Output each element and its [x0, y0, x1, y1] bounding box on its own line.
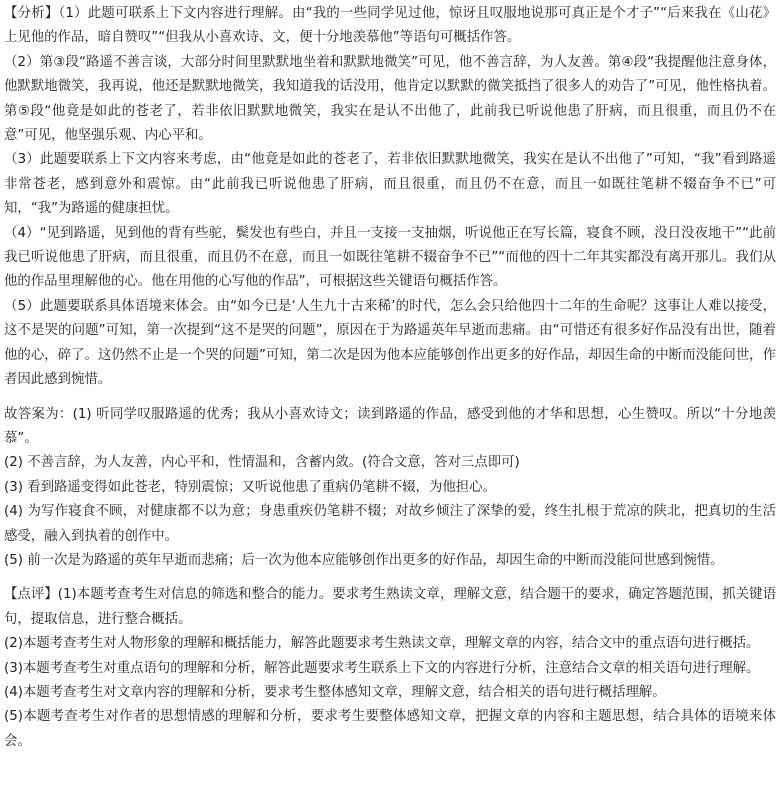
- comment-4: (4)本题考查考生对文章内容的理解和分析，要求考生整体感知文章，理解文意，结合相关的语句进行概括理解。: [4, 684, 666, 700]
- comment-1: 【点评】(1)本题考查考生对信息的筛选和整合的能力。要求考生熟读文章，理解文意，结合题干的要求，确定答题范围，抓关键语句，提取信息，进行整合概括。: [4, 587, 776, 627]
- answer-3: (3) 看到路遥变得如此苍老，特别震惊；又听说他患了重病仍笔耕不辍，为他担心。: [4, 479, 496, 495]
- answers-section: [4, 403, 776, 574]
- section-gap: [4, 393, 776, 403]
- comment-2: (2)本题考查考生对人物形象的理解和概括能力，解答此题要求考生熟读文章，理解文章的内容，结合文中的重点语句进行概括。: [4, 636, 760, 652]
- analysis-paragraph-5: （5）此题要联系具体语境来体会。由“如今已是‘人生九十古来稀’的时代，怎么会只给他四十二年的生命呢？这事让人难以接受，这不是哭的问题”可知，第一次提到“这不是哭的问题”，原因在于为路遥英年早逝而悲痛。由“可惜还有很多好作品没有出世，随着他的心，碎了。这仍然不止是一个哭的问题”可知，第二次是因为他本应能够创作出更多的好作品，却因生命的中断而没能问世，作者因此感到惋惜。: [4, 298, 776, 388]
- analysis-paragraph-2: （2）第③段“路遥不善言谈，大部分时间里默默地坐着和默默地微笑”可见，他不善言辞，为人友善。第④段“我提醒他注意身体，他默默地微笑，我再说，他还是默默地微笑，我知道我的话没用，他肯定以默默的微笑抵挡了很多人的劝告了”可见，他性格执着。第⑤段“他竟是如此的苍老了，若非依旧默默地微笑，我实在是认不出他了，此前我已听说他患了肝病，而且很重，而且仍不在意”可见，他坚强乐观、内心平和。: [4, 54, 776, 144]
- answer-5: (5) 前一次是为路遥的英年早逝而悲痛；后一次为他本应能够创作出更多的好作品，却因生命的中断而没能问世感到惋惜。: [4, 552, 724, 568]
- comment-3: (3)本题考查考生对重点语句的理解和分析，解答此题要求考生联系上下文的内容进行分析，注意结合文章的相关语句进行理解。: [4, 660, 760, 676]
- analysis-section: [4, 2, 776, 393]
- analysis-paragraph-4: （4）“见到路遥，见到他的背有些驼，鬓发也有些白，并且一支接一支抽烟，听说他正在写长篇，寝食不顾，没日没夜地干”“此前我已听说他患了肝病，而且很重，而且仍不在意，而且一如既往笔耕不辍奋争不已”“而他的四十二年其实都没有离开那儿。我们从他的作品里理解他的心。他在用他的心写他的作品”，可根据这些关键语句概括作答。: [4, 225, 776, 290]
- answer-2: (2) 不善言辞，为人友善，内心平和，性情温和，含蓄内敛。(符合文意，答对三点即可): [4, 455, 520, 471]
- comment-5: (5)本题考查考生对作者的思想情感的理解和分析，要求考生要整体感知文章，把握文章的内容和主题思想，结合具体的语境来体会。: [4, 709, 776, 749]
- section-gap: [4, 573, 776, 583]
- answer-4: (4) 为写作寝食不顾，对健康都不以为意；身患重疾仍笔耕不辍；对故乡倾注了深挚的爱，终生扎根于荒凉的陕北，把真切的生活感受，融入到执着的创作中。: [4, 504, 776, 544]
- answer-intro: 故答案为：(1) 听同学叹服路遥的优秀；我从小喜欢诗文；读到路遥的作品，感受到他的才华和思想，心生赞叹。所以“十分地羡慕”。: [4, 406, 776, 446]
- analysis-paragraph-3: （3）此题要联系上下文内容来考虑，由“他竟是如此的苍老了，若非依旧默默地微笑，我实在是认不出他了”可知，“我”看到路遥非常苍老，感到意外和震惊。由“此前我已听说他患了肝病，而且很重，而且仍不在意，而且一如既往笔耕不辍奋争不已”可知，“我”为路遥的健康担忧。: [4, 152, 776, 217]
- analysis-paragraph-1: 【分析】（1）此题可联系上下文内容进行理解。由“我的一些同学见过他，惊讶且叹服地说那可真正是个才子”“后来我在《山花》上见他的作品，暗自赞叹”“但我从小喜欢诗、文，便十分地羡慕他”等语句可概括作答。: [4, 6, 776, 46]
- comments-section: [4, 583, 776, 754]
